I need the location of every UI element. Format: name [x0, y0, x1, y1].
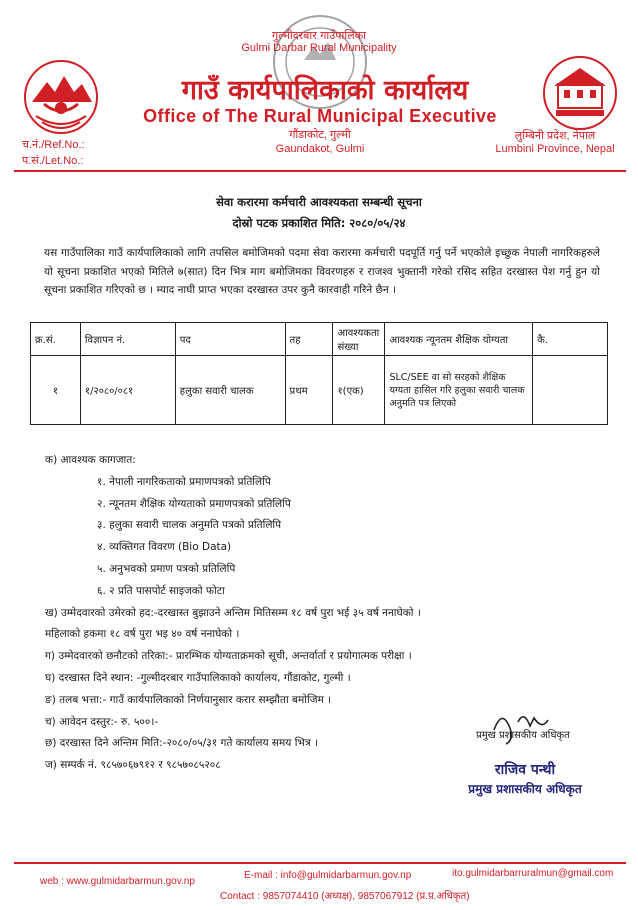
table-cell: हलुका सवारी चालक [175, 356, 285, 425]
municipality-logo [540, 54, 620, 132]
table-cell: प्रथम [285, 356, 333, 425]
stamp-title: प्रमुख प्रशासकीय अधिकृत [468, 782, 582, 796]
table-header: कै. [533, 323, 608, 356]
header-divider [14, 170, 626, 172]
table-header: विज्ञापन नं. [80, 323, 175, 356]
table-header: आवश्यक न्यूनतम शैक्षिक योग्यता [385, 323, 533, 356]
table-header: क्र.सं. [31, 323, 81, 356]
address-np: गौंडाकोट, गुल्मी [289, 129, 351, 141]
nepal-emblem-logo [22, 58, 100, 136]
footer-email-2: ito.gulmidarbarruralmun@gmail.com [452, 868, 614, 879]
header-top-np: गुल्मीदरबार गाउँपालिका [271, 29, 367, 42]
ref-no: च.नं./Ref.No.: [22, 139, 85, 151]
table-cell: १ [31, 356, 81, 425]
doc-item: ३. हलुका सवारी चालक अनुमति पत्रको प्रतिलिपि [97, 519, 282, 532]
province-block [480, 130, 630, 156]
footer-web: web : www.gulmidarbarmun.gov.np [40, 876, 195, 887]
submission-place: घ) दरखास्त दिने स्थान: -गुल्मीदरबार गाउँपालिकाको कार्यालय, गौंडाकोट, गुल्मी । [45, 671, 351, 684]
deadline: छ) दरखास्त दिने अन्तिम मिति:-२०८०/०५/३१ गते कार्यालय समय भित्र । [45, 737, 318, 750]
notice-subtitle: दोस्रो पटक प्रकाशित मिति: २०८०/०५/२४ [232, 216, 406, 230]
vacancy-table [30, 322, 608, 425]
table-row [31, 356, 608, 425]
docs-title: क) आवश्यक कागजात: [45, 454, 136, 466]
footer-contact: Contact : 9857074410 (अध्यक्ष), 9857067912 (प्र.प्र.अधिकृत) [220, 891, 470, 902]
salary-info: ङ) तलब भत्ता:- गाउँ कार्यपालिकाको निर्णयानुसार करार सम्झौता बमोजिम । [45, 693, 332, 706]
header-top-en: Gulmi Darbar Rural Municipality [241, 42, 397, 54]
office-title-np: गाउँ कार्यपालिकाको कार्यालय [181, 75, 469, 106]
officer-stamp [440, 758, 610, 802]
requirements-list [45, 450, 421, 777]
doc-item: २. न्यूनतम शैक्षिक योग्यताको प्रमाणपत्रको प्रतिलिपि [97, 497, 291, 510]
province-en: Lumbini Province, Nepal [495, 143, 615, 155]
notice-paragraph: यस गाउँपालिका गाउँ कार्यपालिकाको लागि तपसिल बमोजिमको पदमा सेवा करारमा कर्मचारी पदपूर्ति गर्नु पर्ने भएकोले इच्छुक नेपाली नागरिकहरुले यो सूचना प्रकाशित भएको मितिले ७(सात) दिन भित्र माग बमोजिमका विवरणहरु र राजश्व भुक्तानी गरेको रसिद सहित दरखास्त पेश गर्नु हुन यो सूचना प्रकाशित गरिएको छ । म्याद नाघी प्राप्त भएका दरखास्त उपर कुनै कारवाही गरिने छैन । [44, 247, 600, 296]
ref-block [22, 137, 85, 169]
table-header-row [31, 323, 608, 356]
table-cell: १/२०८०/०८१ [80, 356, 175, 425]
header-top-lines [0, 30, 638, 54]
selection-method: ग) उम्मेदवारको छनौटको तरिका:- प्रारम्भिक योग्यताक्रमको सूची, अन्तर्वार्ता र प्रयोगात्मक परीक्षा । [45, 650, 412, 663]
footer-divider [14, 862, 626, 864]
notice-title: सेवा करारमा कर्मचारी आवश्यकता सम्बन्धी सूचना [216, 195, 422, 209]
table-header: पद [175, 323, 285, 356]
doc-item: ४. व्यक्तिगत विवरण (Bio Data) [97, 541, 232, 554]
table-cell: SLC/SEE वा सो सरहको शैक्षिक यग्यता हासिल गरि हलुका सवारी चालक अनुमति पत्र लिएको [385, 356, 533, 425]
table-cell [533, 356, 608, 425]
office-address [200, 128, 440, 156]
province-np: लुम्बिनी प्रदेश, नेपाल [514, 130, 596, 142]
footer-email: E-mail : info@gulmidarbarmun.gov.np [244, 870, 412, 881]
age-limit-women: महिलाको हकमा १८ वर्ष पुरा भइ ४० वर्ष ननाघेको । [45, 628, 240, 641]
stamp-name: राजिव पन्थी [494, 762, 556, 778]
doc-item: ५. अनुभवको प्रमाण पत्रको प्रतिलिपि [97, 562, 236, 575]
table-header: तह [285, 323, 333, 356]
contact-numbers: ज) सम्पर्क नं. ९८५७०६७९१२ र ९८५७०८५२०८ [45, 759, 221, 772]
age-limit: ख) उम्मेदवारको उमेरको हद:-दरखास्त बुझाउने अन्तिम मितिसम्म १८ वर्ष पुरा भई ३५ वर्ष ननाघेको । [45, 606, 421, 619]
doc-item: ६. २ प्रति पासपोर्ट साइजको फोटा [97, 584, 225, 597]
office-title-en: Office of The Rural Municipal Executive [143, 106, 497, 126]
letter-no: प.सं./Let.No.: [22, 155, 84, 167]
application-fee: च) आवेदन दस्तुर:- रु. ५००।- [45, 715, 159, 728]
doc-item: १. नेपाली नागरिकताको प्रमाणपत्रको प्रतिलिपि [97, 475, 271, 488]
signature-label: प्रमुख प्रशासकीय अधिकृत [476, 730, 570, 741]
address-en: Gaundakot, Gulmi [275, 143, 365, 155]
table-cell: १(एक) [333, 356, 385, 425]
table-header: आवश्यकता संख्या [333, 323, 385, 356]
